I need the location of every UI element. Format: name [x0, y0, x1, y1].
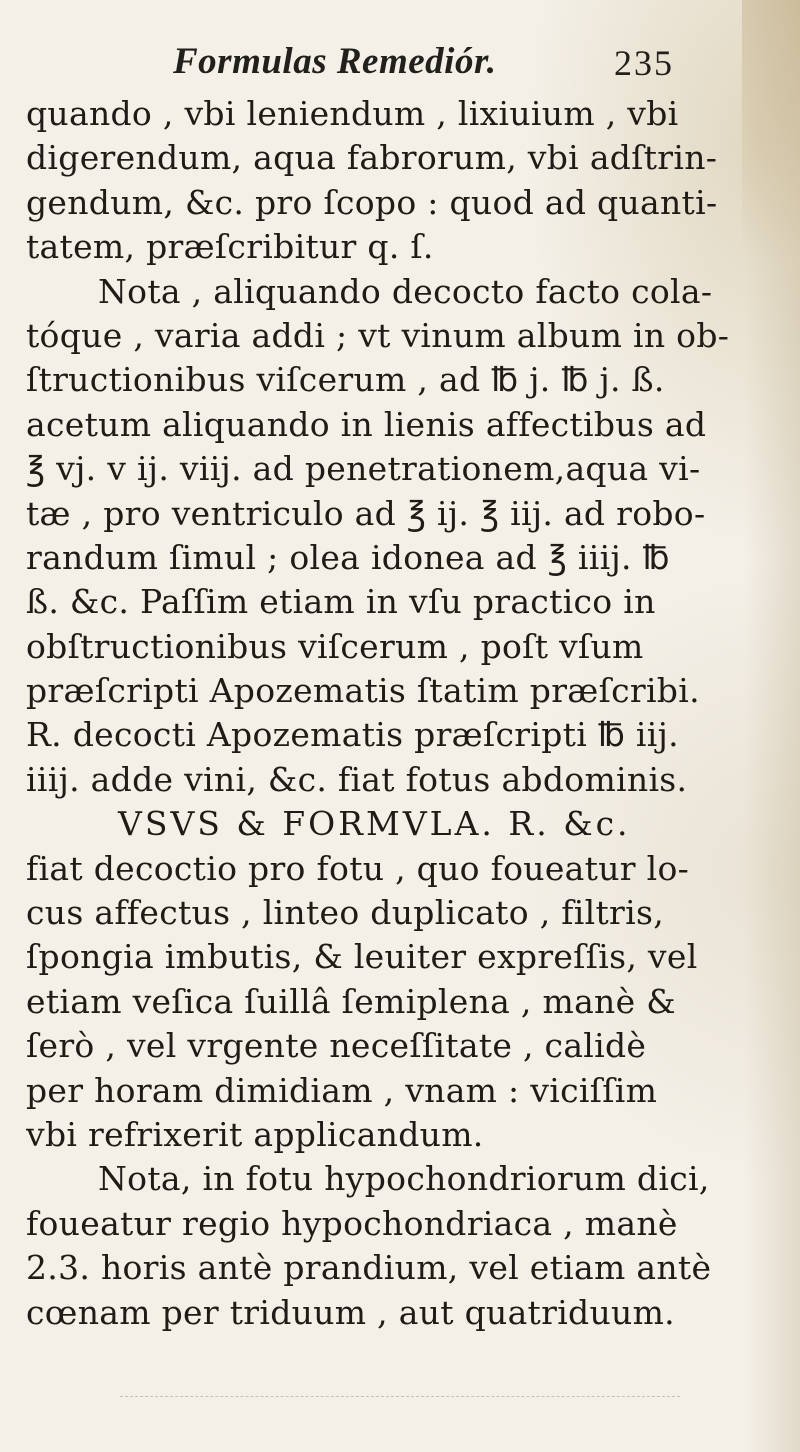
text-line: ℥ vj. v ij. viij. ad penetrationem,aqua vi-	[26, 449, 701, 489]
page-number: 235	[614, 43, 674, 83]
text-line: ß. &c. Paſſim etiam in vſu practico in	[26, 582, 656, 622]
text-line: iiij. adde vini, &c. fiat fotus abdominis.	[26, 759, 688, 799]
text-line: randum ſimul ; olea idonea ad ℥ iiij. ℔	[26, 537, 670, 577]
text-line: ſerò , vel vrgente neceſſitate , calidè	[26, 1026, 647, 1066]
text-line: foueatur regio hypochondriaca , manè	[26, 1203, 678, 1243]
text-line: tóque , varia addi ; vt vinum album in ob-	[26, 315, 730, 355]
text-line: R. decocti Apozematis præſcripti ℔ iij.	[26, 715, 679, 755]
paragraph-start-line: Nota, in fotu hypochondriorum dici,	[98, 1159, 710, 1199]
text-line: per horam dimidiam , vnam : viciſſim	[26, 1070, 658, 1110]
text-line: tatem, præſcribitur q. ſ.	[26, 227, 434, 267]
running-head: Formulas Remediór.	[173, 41, 497, 82]
text-line: fiat decoctio pro fotu , quo foueatur lo-	[26, 848, 690, 888]
paragraph-start-line: Nota , aliquando decocto facto cola-	[98, 271, 713, 311]
body-text	[26, 92, 786, 1335]
text-line: acetum aliquando in lienis affectibus ad	[26, 404, 707, 444]
text-line: obſtructionibus viſcerum , poſt vſum	[26, 626, 644, 666]
text-line: digerendum, aqua fabrorum, vbi adſtrin-	[26, 138, 718, 178]
text-line: ſtructionibus viſcerum , ad ℔ j. ℔ j. ß.	[26, 360, 665, 400]
page-header	[0, 40, 800, 92]
text-line: vbi refrixerit applicandum.	[26, 1114, 484, 1154]
text-line: 2.3. horis antè prandium, vel etiam antè	[26, 1248, 712, 1288]
text-line: quando , vbi leniendum , lixiuium , vbi	[26, 94, 679, 133]
text-line: præſcripti Apozematis ſtatim præſcribi.	[26, 671, 700, 711]
text-line: tæ , pro ventriculo ad ℥ ij. ℥ iij. ad robo-	[26, 493, 706, 533]
text-line: cœnam per triduum , aut quatriduum.	[26, 1292, 675, 1332]
text-line: cus affectus , linteo duplicato , filtris,	[26, 893, 665, 933]
text-line: etiam veſica ſuillâ ſemiplena , manè &	[26, 981, 676, 1021]
bottom-print-trace	[120, 1396, 680, 1397]
text-line: ſpongia imbutis, & leuiter expreſſis, vel	[26, 937, 698, 977]
section-heading: VSVS & FORMVLA. R. &c.	[118, 804, 631, 844]
text-line: gendum, &c. pro ſcopo : quod ad quanti-	[26, 182, 718, 222]
